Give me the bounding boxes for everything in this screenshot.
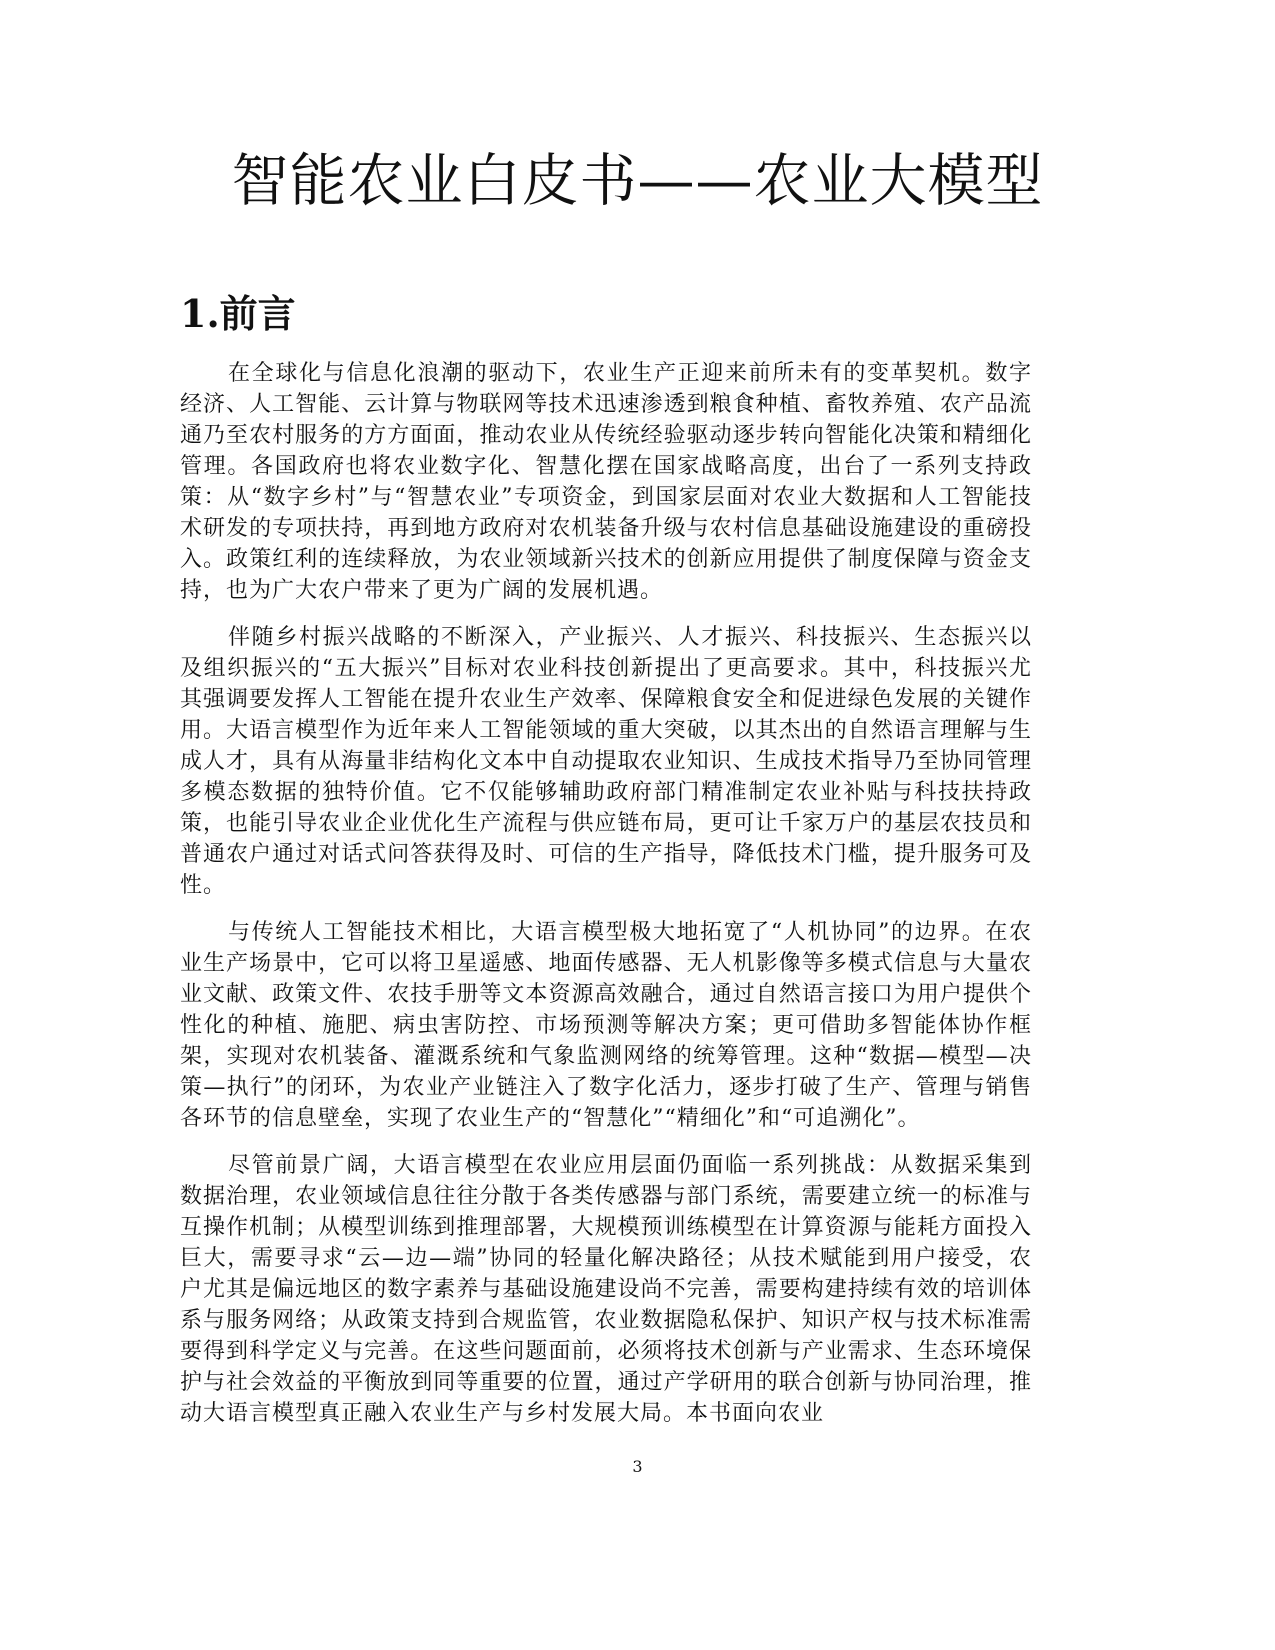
paragraph-2: 伴随乡村振兴战略的不断深入，产业振兴、人才振兴、科技振兴、生态振兴以及组织振兴的“五大振兴”目标对农业科技创新提出了更高要求。其中，科技振兴尤其强调要发挥人工智能在提升农业生产效率、保障粮食安全和促进绿色发展的关键作用。大语言模型作为近年来人工智能领域的重大突破，以其杰出的自然语言理解与生成人才，具有从海量非结构化文本中自动提取农业知识、生成技术指导乃至协同管理多模态数据的独特价值。它不仅能够辅助政府部门精准制定农业补贴与科技扶持政策，也能引导农业企业优化生产流程与供应链布局，更可让千家万户的基层农技员和普通农户通过对话式问答获得及时、可信的生产指导，降低技术门槛，提升服务可及性。 <box>180 625 1032 898</box>
section-heading: 1.前言 <box>180 291 296 336</box>
paragraph-3: 与传统人工智能技术相比，大语言模型极大地拓宽了“人机协同”的边界。在农业生产场景中，它可以将卫星遥感、地面传感器、无人机影像等多模式信息与大量农业文献、政策文件、农技手册等文本资源高效融合，通过自然语言接口为用户提供个性化的种植、施肥、病虫害防控、市场预测等解决方案；更可借助多智能体协作框架，实现对农机装备、灌溉系统和气象监测网络的统筹管理。这种“数据—模型—决策—执行”的闭环，为农业产业链注入了数字化活力，逐步打破了生产、管理与销售各环节的信息壁垒，实现了农业生产的“智慧化”“精细化”和“可追溯化”。 <box>180 920 1032 1131</box>
paragraph-4: 尽管前景广阔，大语言模型在农业应用层面仍面临一系列挑战：从数据采集到数据治理，农业领域信息往往分散于各类传感器与部门系统，需要建立统一的标准与互操作机制；从模型训练到推理部署，大规模预训练模型在计算资源与能耗方面投入巨大，需要寻求“云—边—端”协同的轻量化解决路径；从技术赋能到用户接受，农户尤其是偏远地区的数字素养与基础设施建设尚不完善，需要构建持续有效的培训体系与服务网络；从政策支持到合规监管，农业数据隐私保护、知识产权与技术标准需要得到科学定义与完善。在这些问题面前，必须将技术创新与产业需求、生态环境保护与社会效益的平衡放到同等重要的位置，通过产学研用的联合创新与协同治理，推动大语言模型真正融入农业生产与乡村发展大局。本书面向农业 <box>180 1153 1032 1426</box>
document-title: 智能农业白皮书——农业大模型 <box>231 148 1044 214</box>
paragraph-1: 在全球化与信息化浪潮的驱动下，农业生产正迎来前所未有的变革契机。数字经济、人工智能、云计算与物联网等技术迅速渗透到粮食种植、畜牧养殖、农产品流通乃至农村服务的方方面面，推动农业从传统经验驱动逐步转向智能化决策和精细化管理。各国政府也将农业数字化、智慧化摆在国家战略高度，出台了一系列支持政策：从“数字乡村”与“智慧农业”专项资金，到国家层面对农业大数据和人工智能技术研发的专项扶持，再到地方政府对农机装备升级与农村信息基础设施建设的重磅投入。政策红利的连续释放，为农业领域新兴技术的创新应用提供了制度保障与资金支持，也为广大农户带来了更为广阔的发展机遇。 <box>180 361 1032 603</box>
body-text <box>180 358 1032 1445</box>
page-number: 3 <box>632 1457 643 1476</box>
